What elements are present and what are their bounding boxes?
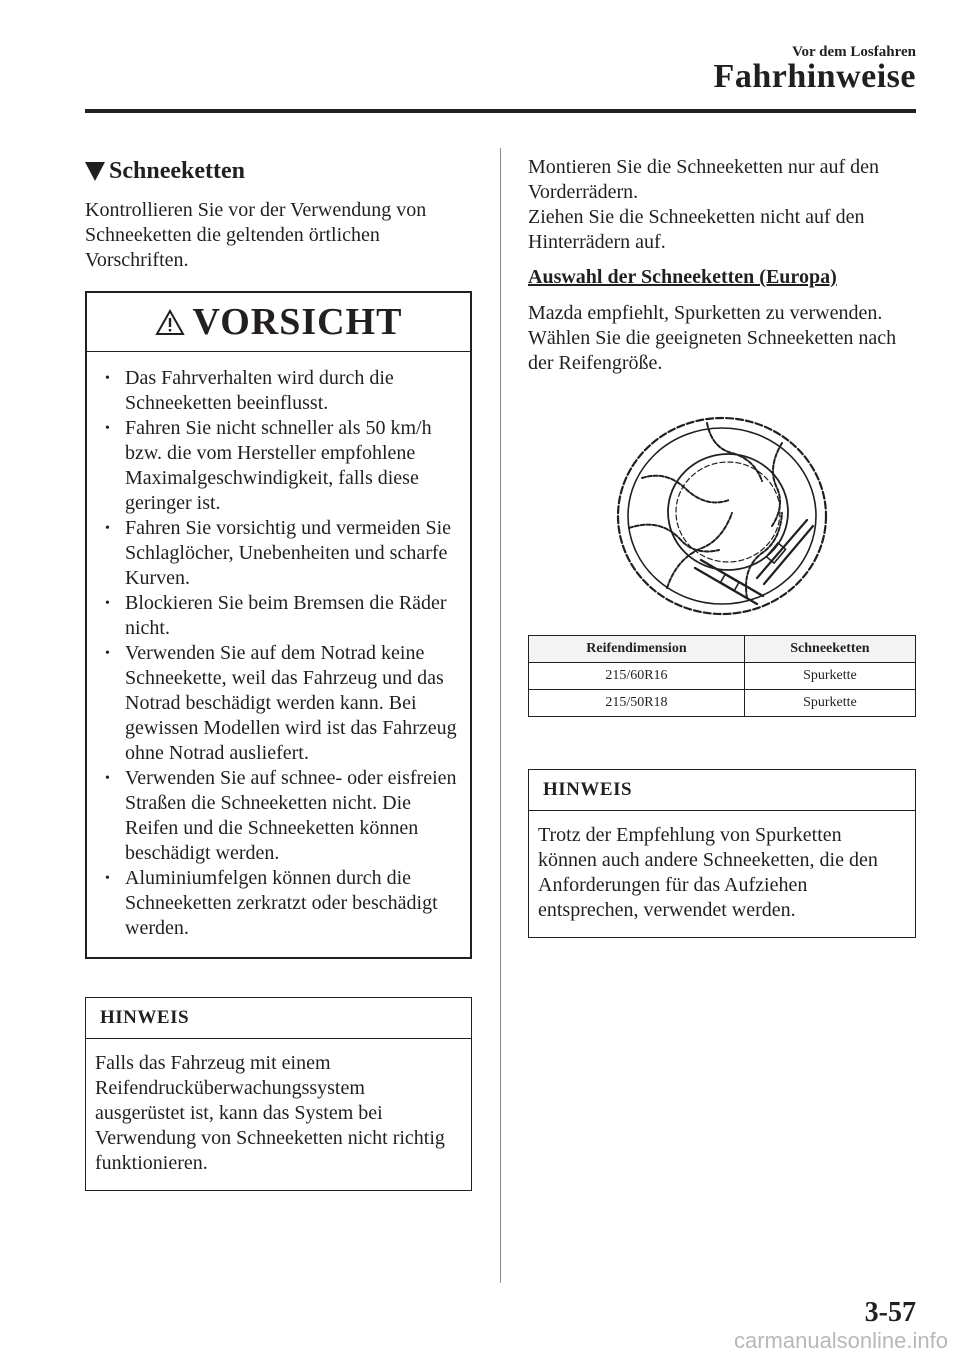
caution-list	[99, 366, 460, 941]
page-number: 3-57	[864, 1297, 916, 1328]
table-row	[529, 690, 916, 717]
column-divider	[500, 148, 501, 1283]
note-header: HINWEIS	[529, 770, 915, 811]
triangle-down-icon	[85, 162, 105, 181]
caution-body	[87, 352, 470, 957]
warning-triangle-icon	[155, 309, 185, 336]
table-header-row	[529, 636, 916, 663]
note-box-right	[528, 769, 916, 938]
note-text: Falls das Fahrzeug mit einem Reifendrucküberwachungssystem ausgerüstet ist, kann das System bei Verwendung von Schneeketten nicht richtig funktionieren.	[95, 1052, 445, 1174]
table-cell: Spurkette	[744, 690, 915, 717]
recommendation-text: Mazda empfiehlt, Spurketten zu verwenden. Wählen Sie die geeigneten Schneeketten nach der Reifengröße.	[528, 302, 897, 374]
section-title: Schneeketten	[109, 158, 245, 184]
caution-box	[85, 291, 472, 959]
right-column	[528, 155, 916, 938]
note-box-left	[85, 997, 472, 1191]
column-header: Schneeketten	[744, 636, 915, 663]
snow-chain-illustration	[607, 408, 837, 623]
note-body	[529, 811, 915, 937]
header-rule	[85, 109, 916, 113]
header-section: Vor dem Losfahren	[792, 44, 916, 60]
caution-item: • Verwenden Sie auf dem Notrad keine Schneekette, weil das Fahrzeug und das Notrad beschädigt werden kann. Bei gewissen Modellen wird ist das Fahrzeug ohne Notrad ausliefert.	[99, 641, 460, 766]
column-header: Reifendimension	[529, 636, 745, 663]
subsection-title: Auswahl der Schneeketten (Europa)	[528, 266, 837, 288]
watermark: carmanualsonline.info	[733, 1328, 948, 1353]
left-column	[85, 155, 472, 1191]
intro-paragraph: Kontrollieren Sie vor der Verwendung von Schneeketten die geltenden örtlichen Vorschriften.	[85, 199, 427, 271]
caution-header	[87, 293, 470, 352]
mount-rear-text: Ziehen Sie die Schneeketten nicht auf den Hinterrädern auf.	[528, 206, 865, 253]
snow-chain-table	[528, 635, 916, 717]
table-row	[529, 663, 916, 690]
section-heading	[85, 158, 472, 185]
caution-item: • Fahren Sie vorsichtig und vermeiden Sie Schlaglöcher, Unebenheiten und scharfe Kurven.	[99, 516, 460, 591]
mount-front-text: Montieren Sie die Schneeketten nur auf den Vorderrädern.	[528, 156, 879, 203]
caution-item: • Blockieren Sie beim Bremsen die Räder nicht.	[99, 591, 460, 641]
table-cell: Spurkette	[744, 663, 915, 690]
note-header: HINWEIS	[86, 998, 471, 1039]
caution-item: • Aluminiumfelgen können durch die Schneeketten zerkratzt oder beschädigt werden.	[99, 866, 460, 941]
caution-item: • Verwenden Sie auf schnee- oder eisfreien Straßen die Schneeketten nicht. Die Reifen und die Schneeketten können beschädigt werden.	[99, 766, 460, 866]
table-cell: 215/50R18	[529, 690, 745, 717]
caution-label: VORSICHT	[192, 301, 403, 343]
caution-item: • Das Fahrverhalten wird durch die Schneeketten beeinflusst.	[99, 366, 460, 416]
header-chapter: Fahrhinweise	[713, 58, 916, 95]
note-text: Trotz der Empfehlung von Spurketten können auch andere Schneeketten, die den Anforderungen für das Aufziehen entsprechen, verwendet werden.	[538, 824, 878, 921]
caution-item: • Fahren Sie nicht schneller als 50 km/h bzw. die vom Hersteller empfohlene Maximalgeschwindigkeit, falls diese geringer ist.	[99, 416, 460, 516]
note-body	[86, 1039, 471, 1190]
table-cell: 215/60R16	[529, 663, 745, 690]
